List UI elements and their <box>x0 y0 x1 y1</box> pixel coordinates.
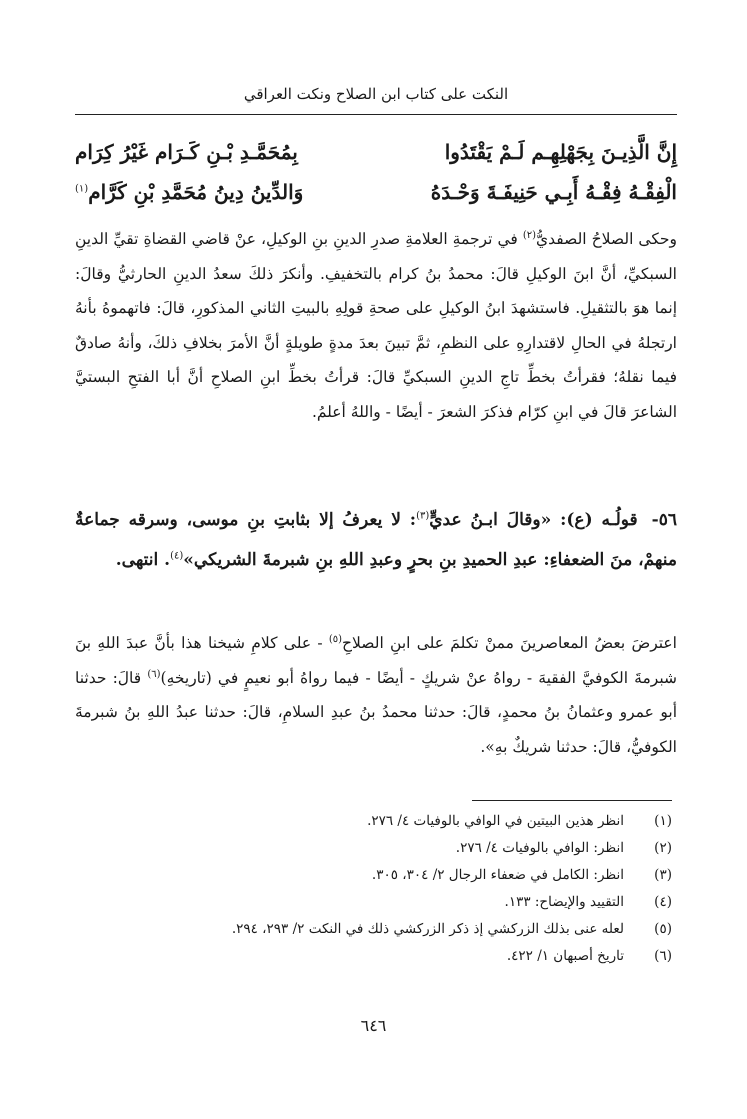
footnote-separator <box>472 800 672 801</box>
footnote-item <box>112 943 672 970</box>
footnote-item <box>112 889 672 916</box>
poem-line1-second-hemistich: بِمُحَمَّـدِ بْـنِ كَـرَام غَيْرُ كِرَام <box>75 140 298 164</box>
paragraph-safadi-narration <box>75 222 677 429</box>
item56-text-middle: : لا يعرفُ إلا بثابتِ بنِ موسى، وسرقه جماعةٌ منهمْ، منَ الضعفاءِ: عبدِ الحميدِ بنِ بحرٍ وعبدِ اللهِ بنِ شبرمةَ الشريكي» <box>75 510 677 570</box>
footnote-ref-2[interactable]: (٢) <box>522 229 537 241</box>
para2-text-start: اعترضَ بعضُ المعاصرينَ ممنْ تكلمَ على ابنِ الصلاحِ <box>342 634 677 652</box>
footnote-text: انظر هذين البيتين في الوافي بالوفيات ٤/ ٢٧٦. <box>367 813 624 829</box>
footnote-item <box>112 916 672 943</box>
footnote-text: لعله عنى بذلك الزركشي إذ ذكر الزركشي ذلك في النكت ٢/ ٢٩٣، ٢٩٤. <box>231 921 624 937</box>
footnote-number: (٣) <box>654 867 672 883</box>
footnote-number: (١) <box>654 813 672 829</box>
page-number: ٦٤٦ <box>360 1016 387 1035</box>
footnote-number: (٤) <box>654 894 672 910</box>
footnote-text: التقييد والإيضاح: ١٣٣. <box>504 894 624 910</box>
paragraph-objection <box>75 626 677 764</box>
item56-text-end: . انتهى. <box>115 550 171 570</box>
footnotes-list <box>112 808 672 970</box>
footnote-item <box>112 835 672 862</box>
footnote-ref-5[interactable]: (٥) <box>328 633 343 645</box>
poem-line2-second-hemistich-wrap <box>75 172 303 212</box>
footnote-number: (٢) <box>654 840 672 856</box>
footnote-ref-4[interactable]: (٤) <box>170 550 184 562</box>
footnote-item <box>112 808 672 835</box>
footnote-ref-6[interactable]: (٦) <box>147 668 161 680</box>
footnote-text: انظر: الوافي بالوفيات ٤/ ٢٧٦. <box>455 840 624 856</box>
poem-line2-second-hemistich: وَالدِّينُ دِينُ مُحَمَّدِ بْنِ كَرَّام <box>88 180 304 204</box>
poem-line2-first-hemistich: الْفِقْـهُ فِقْـهُ أَبِـي حَنِيفَـةَ وَحْـدَهُ <box>430 180 677 204</box>
header-rule <box>75 114 677 115</box>
item-number: ٥٦- <box>651 510 677 530</box>
item-56 <box>75 500 677 580</box>
poem-line1-first-hemistich: إِنَّ الَّذِيـنَ بِجَهْلِهِـم لَـمْ يَقْتَدُوا <box>444 140 677 164</box>
poem-block <box>75 132 677 212</box>
para1-text-start: وحكى الصلاحُ الصفديُّ <box>536 230 677 248</box>
footnote-number: (٥) <box>654 921 672 937</box>
footnote-text: انظر: الكامل في ضعفاء الرجال ٢/ ٣٠٤، ٣٠٥. <box>371 867 624 883</box>
footnote-ref-3[interactable]: (٣) <box>416 510 430 522</box>
item56-text-start: قولُـه (ع): «وقالَ ابـنُ عديٍّ <box>429 510 638 530</box>
poem-line-1 <box>75 132 677 172</box>
poem-line-2 <box>75 172 677 212</box>
para2-text-middle: - على كلامِ شيخنا هذا بأنَّ عبدَ اللهِ بنَ شبرمةَ الكوفيَّ الفقيهَ - رواهُ عنْ شريكٍ - أيضًا - فيما رواهُ أبو نعيمٍ في (تاريخهِ) <box>75 634 678 687</box>
footnote-text: تاريخ أصبهان ١/ ٤٢٢. <box>506 948 624 964</box>
para2-text-end: قالَ: حدثنا أبو عمرو وعثمانُ بنُ محمدٍ، قالَ: حدثنا محمدُ بنُ عبدِ السلامِ، قالَ: حدثنا عبدُ اللهِ بنُ شبرمةَ الكوفيُّ، قالَ: حدثنا شريكٌ بهِ». <box>75 668 677 756</box>
footnote-number: (٦) <box>654 948 672 964</box>
footnote-item <box>112 862 672 889</box>
footnote-ref-1[interactable]: (١) <box>75 183 89 195</box>
running-title: النكت على كتاب ابن الصلاح ونكت العراقي <box>243 85 509 103</box>
para1-text-rest: في ترجمةِ العلامةِ صدرِ الدينِ بنِ الوكيلِ، عنْ قاضي القضاةِ تقيِّ الدينِ السبكيِّ، أنَّ ابنَ الوكيلِ قالَ: محمدُ بنُ كرام بالتخفيفِ. وأنكرَ ذلكَ سعدُ الدينِ الحارثيُّ وقالَ: إنما هوَ بالتثقيلِ. فاستشهدَ ابنُ الوكيلِ على صحةِ قولِهِ بالبيتِ الثاني المذكورِ، قالَ: فاتهموهُ بأنهُ ارتجلهُ في الحالِ لاقتدارِهِ على النظمِ، ثمَّ تبينَ بعدَ مدةٍ طويلةٍ أنَّ الأمرَ بخلافِ ذلكَ، وأنهُ صادقٌ فيما نقلهُ؛ فقرأتُ بخطِّ تاجِ الدينِ السبكيِّ قالَ: قرأتُ بخطِّ ابنِ الصلاحِ أنَّ أبا الفتحِ البستيَّ الشاعرَ قالَ في ابنِ كرّام فذكرَ الشعرَ - أيضًا - واللهُ أعلمُ. <box>75 230 677 421</box>
